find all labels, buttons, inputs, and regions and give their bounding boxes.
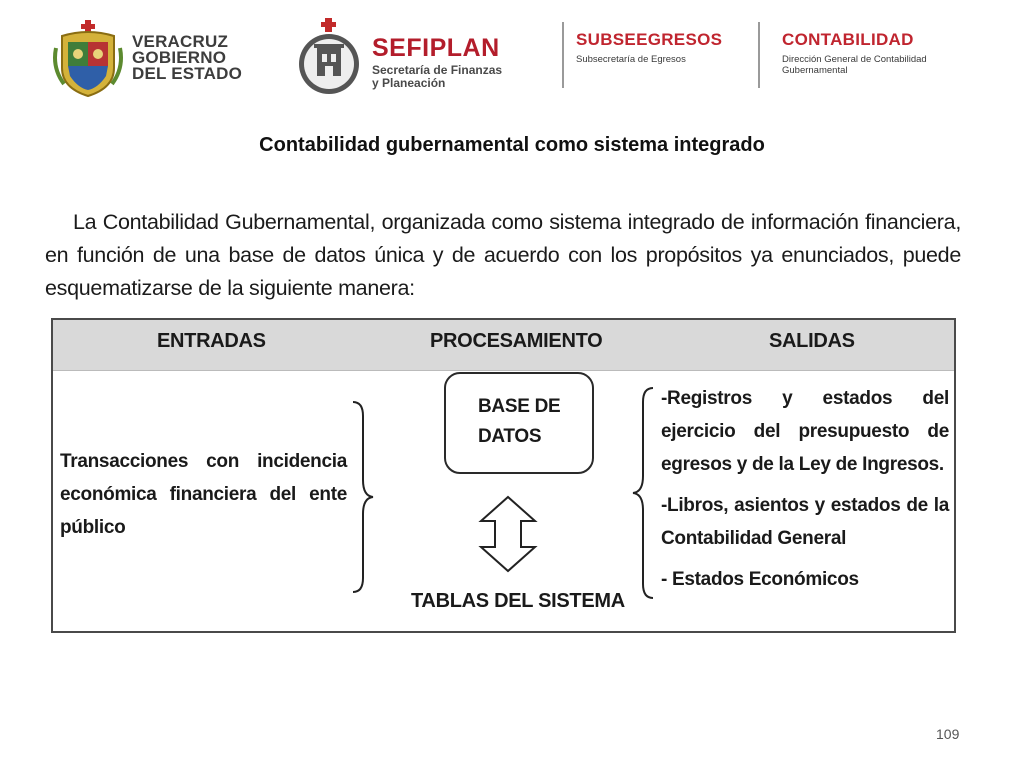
- database-line-1: BASE DE: [478, 396, 561, 417]
- salidas-item-3: - Estados Económicos: [661, 569, 859, 590]
- page-number: 109: [936, 726, 960, 742]
- subseegresos-logo: [576, 30, 756, 65]
- veracruz-shield-icon: [52, 18, 124, 98]
- header-divider-1: [562, 22, 564, 88]
- salidas-list: [661, 382, 949, 604]
- slide-title: Contabilidad gubernamental como sistema integrado: [259, 134, 765, 156]
- veracruz-line-3: DEL ESTADO: [132, 64, 242, 83]
- database-box: [444, 372, 594, 474]
- sefiplan-seal-icon: [292, 18, 366, 98]
- sefiplan-sub-line-1: Secretaría de Finanzas: [372, 63, 503, 77]
- left-brace-icon: [631, 386, 655, 600]
- sefiplan-logo: [292, 18, 542, 98]
- double-arrow-icon: [479, 495, 537, 573]
- sefiplan-sub-line-2: y Planeación: [372, 76, 446, 90]
- header-entradas: ENTRADAS: [157, 330, 266, 352]
- database-label: [478, 392, 560, 452]
- entradas-text: Transacciones con incidencia económica financiera del ente público: [60, 451, 347, 538]
- contabilidad-subtitle: Dirección General de Contabilidad Gubernamental: [782, 54, 927, 76]
- salidas-item-1: -Registros y estados del ejercicio del presupuesto de egresos y de la Ley de Ingresos.: [661, 388, 949, 475]
- table-header-row: [53, 320, 954, 371]
- tablas-del-sistema-label: TABLAS DEL SISTEMA: [411, 590, 625, 612]
- header-procesamiento: PROCESAMIENTO: [430, 330, 603, 352]
- sefiplan-name: SEFIPLAN: [372, 34, 500, 62]
- subseegresos-title: SUBSEEGRESOS: [576, 30, 723, 49]
- intro-paragraph: La Contabilidad Gubernamental, organizada como sistema integrado de información financiera, en función de una base de datos única y de acuerdo con los propósitos ya enunciados, puede esquematizarse de la siguiente manera:: [45, 210, 961, 300]
- contabilidad-title: CONTABILIDAD: [782, 30, 914, 49]
- veracruz-wordmark: [132, 34, 242, 82]
- header-divider-2: [758, 22, 760, 88]
- contabilidad-logo: [782, 30, 982, 76]
- right-brace-icon: [351, 400, 375, 594]
- sefiplan-subtitle: [372, 64, 502, 90]
- veracruz-line-2: GOBIERNO: [132, 48, 227, 67]
- subseegresos-subtitle: Subsecretaría de Egresos: [576, 54, 686, 65]
- veracruz-line-1: VERACRUZ: [132, 32, 229, 51]
- header-salidas: SALIDAS: [769, 330, 855, 352]
- veracruz-logo: [52, 18, 242, 98]
- salidas-item-2: -Libros, asientos y estados de la Contabilidad General: [661, 495, 949, 549]
- system-table: [51, 318, 956, 633]
- database-line-2: DATOS: [478, 426, 542, 447]
